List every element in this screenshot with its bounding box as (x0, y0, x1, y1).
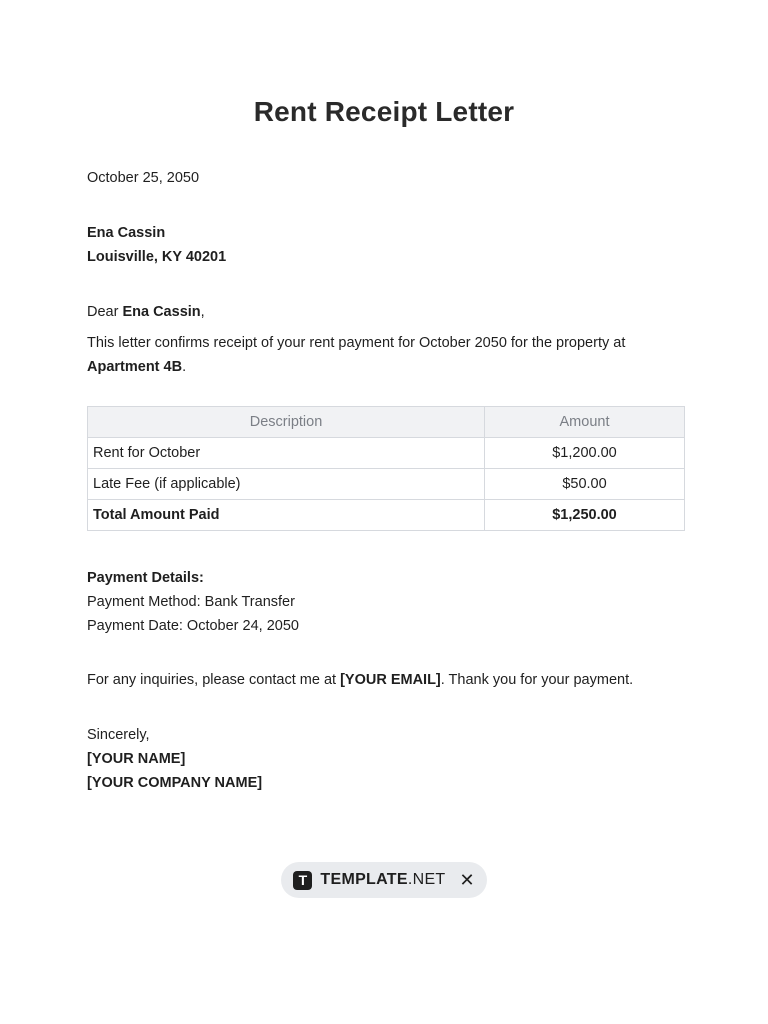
table-total-row (88, 500, 685, 531)
inquiry-prefix: For any inquiries, please contact me at (87, 672, 341, 688)
property-name: Apartment 4B (87, 359, 183, 375)
payment-date: Payment Date: October 24, 2050 (87, 618, 299, 634)
salutation-suffix: , (200, 304, 205, 320)
badge-brand-suffix: .NET (407, 871, 446, 888)
inquiry-suffix: . Thank you for your payment. (440, 672, 634, 688)
total-amount: $1,250.00 (485, 500, 685, 531)
row-description: Late Fee (if applicable) (88, 469, 485, 500)
recipient-address: Louisville, KY 40201 (87, 249, 227, 265)
close-icon[interactable]: ✕ (459, 869, 475, 890)
row-description: Rent for October (88, 438, 485, 469)
payment-method: Payment Method: Bank Transfer (87, 594, 295, 610)
salutation (87, 300, 205, 324)
property-suffix: . (182, 359, 187, 375)
body-line-2 (87, 355, 186, 379)
total-description: Total Amount Paid (88, 500, 485, 531)
page-title: Rent Receipt Letter (253, 96, 515, 127)
closing-sincerely: Sincerely, (87, 727, 150, 743)
header-amount: Amount (485, 407, 685, 438)
letter-date: October 25, 2050 (87, 170, 200, 186)
template-logo-icon: T (293, 871, 312, 890)
badge-brand-text (320, 871, 445, 889)
template-net-badge[interactable] (281, 862, 487, 898)
badge-brand: TEMPLATE (320, 871, 408, 888)
header-description: Description (88, 407, 485, 438)
inquiry-line (87, 668, 633, 692)
table-header-row (88, 407, 685, 438)
salutation-prefix: Dear (87, 304, 123, 320)
salutation-name: Ena Cassin (122, 304, 201, 320)
recipient-name: Ena Cassin (87, 225, 166, 241)
row-amount: $50.00 (485, 469, 685, 500)
body-line-1: This letter confirms receipt of your rent payment for October 2050 for the property at (87, 335, 626, 351)
payment-details-heading: Payment Details: (87, 570, 204, 586)
table-row (88, 438, 685, 469)
closing-name: [YOUR NAME] (87, 751, 186, 767)
inquiry-email: [YOUR EMAIL] (340, 672, 441, 688)
closing-company: [YOUR COMPANY NAME] (87, 775, 263, 791)
receipt-table (87, 406, 685, 531)
row-amount: $1,200.00 (485, 438, 685, 469)
table-row (88, 469, 685, 500)
